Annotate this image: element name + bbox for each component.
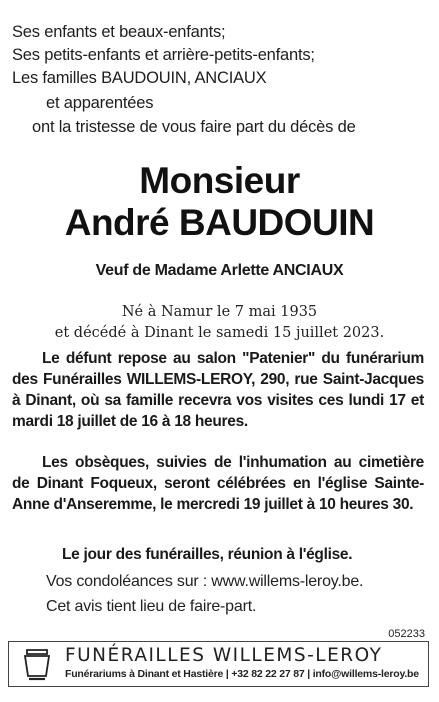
funeral-home-name: FUNÉRAILLES WILLEMS-LEROY — [65, 645, 383, 666]
reference-number: 052233 — [388, 628, 425, 640]
widow-of: Veuf de Madame Arlette ANCIAUX — [95, 262, 344, 279]
funeral-paragraph — [12, 452, 424, 515]
family-line-grandchildren: Ses petits-enfants et arrière-petits-enfants; — [12, 46, 315, 64]
funeral-home-contact: Funérariums à Dinant et Hastière | +32 82 22 27 87 | info@willems-leroy.be — [65, 668, 419, 680]
family-line-families: Les familles BAUDOUIN, ANCIAUX — [12, 69, 267, 87]
condolences-line: Vos condoléances sur : www.willems-leroy.be. — [46, 573, 364, 590]
notice-line: Cet avis tient lieu de faire-part. — [46, 598, 257, 615]
death-info: et décédé à Dinant le samedi 15 juillet 2023. — [54, 325, 385, 341]
deceased-title: Monsieur — [139, 160, 300, 201]
urn-icon — [15, 646, 59, 682]
viewing-text: Le défunt repose au salon "Patenier" du funérarium des Funérailles WILLEMS-LEROY, 290, rue Saint-Jacques à Dinant, où sa famille recevra vos visites ces lundi 17 et mardi 18 juillet de 16 à 18 heures. — [12, 350, 424, 430]
deceased-name: André BAUDOUIN — [64, 202, 375, 243]
family-line-related: et apparentées — [46, 94, 154, 112]
announcement-line: ont la tristesse de vous faire part du décès de — [32, 118, 356, 136]
funeral-text: Les obsèques, suivies de l'inhumation au cimetière de Dinant Foqueux, seront célébrées en l'église Sainte-Anne d'Anseremme, le mercredi 19 juillet à 10 heures 30. — [12, 454, 424, 513]
birth-info: Né à Namur le 7 mai 1935 — [121, 304, 318, 320]
gathering-note: Le jour des funérailles, réunion à l'église. — [62, 546, 353, 563]
funeral-home-banner — [8, 641, 429, 687]
viewing-paragraph — [12, 348, 424, 432]
family-line-children: Ses enfants et beaux-enfants; — [12, 23, 226, 41]
